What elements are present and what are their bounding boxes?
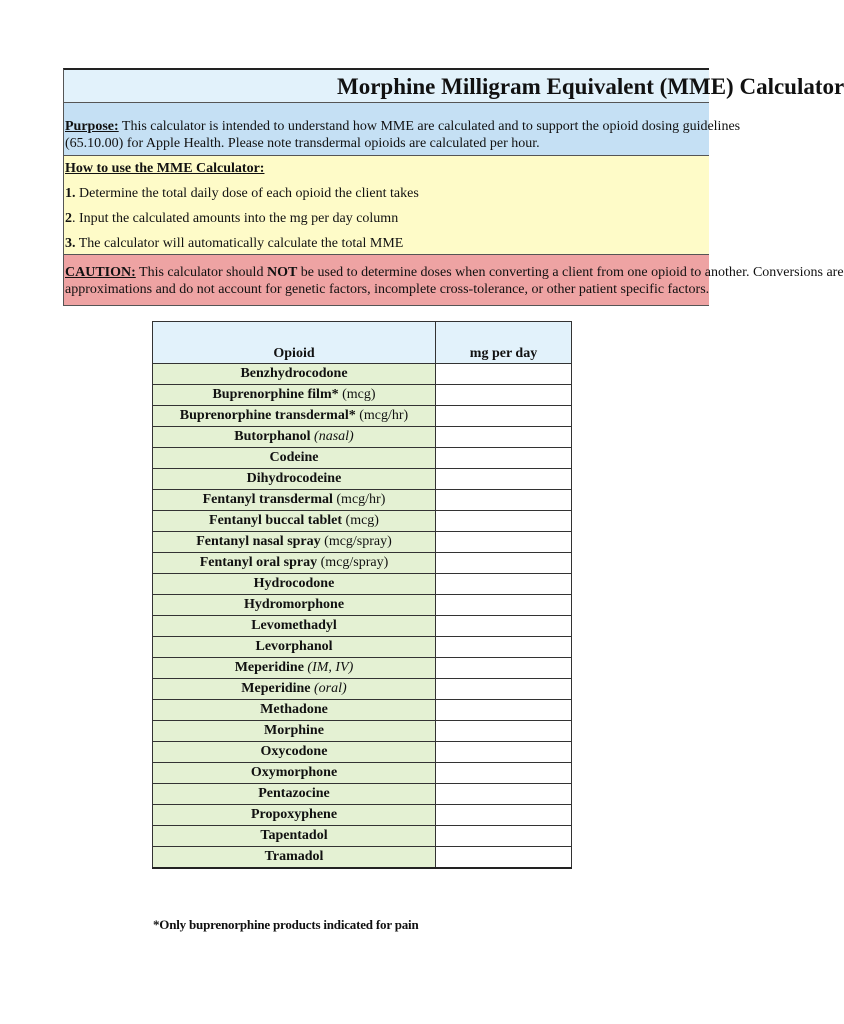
opioid-table-wrap bbox=[152, 321, 572, 869]
step-text: Determine the total daily dose of each opioid the client takes bbox=[75, 186, 419, 201]
mg-per-day-input-cell[interactable] bbox=[436, 427, 572, 448]
caution-line-2: approximations and do not account for genetic factors, incomplete cross-tolerance, or other patient specific factors. bbox=[65, 282, 710, 297]
opioid-name: Levomethadyl bbox=[251, 618, 337, 633]
opioid-name-cell bbox=[153, 406, 436, 427]
table-row bbox=[153, 490, 572, 511]
table-row bbox=[153, 637, 572, 658]
howto-heading: How to use the MME Calculator: bbox=[65, 161, 265, 176]
table-row bbox=[153, 742, 572, 763]
opioid-name: Buprenorphine film* bbox=[212, 387, 339, 402]
howto-section bbox=[64, 156, 709, 255]
howto-step-2 bbox=[65, 209, 575, 234]
table-row bbox=[153, 532, 572, 553]
mg-per-day-input-cell[interactable] bbox=[436, 553, 572, 574]
opioid-name-cell bbox=[153, 490, 436, 511]
opioid-name: Benzhydrocodone bbox=[240, 366, 348, 381]
footnote: *Only buprenorphine products indicated for pain bbox=[153, 917, 419, 932]
table-row bbox=[153, 763, 572, 784]
table-row bbox=[153, 721, 572, 742]
opioid-unit: (mcg/spray) bbox=[320, 534, 392, 549]
purpose-text-1: This calculator is intended to understand how MME are calculated and to support the opioid dosing guidelines bbox=[118, 119, 741, 134]
opioid-name-cell bbox=[153, 805, 436, 826]
opioid-name: Hydromorphone bbox=[243, 597, 345, 612]
opioid-name-cell bbox=[153, 553, 436, 574]
mg-per-day-input-cell[interactable] bbox=[436, 805, 572, 826]
mg-per-day-input-cell[interactable] bbox=[436, 616, 572, 637]
caution-text-a: This calculator should bbox=[135, 265, 267, 280]
caution-section bbox=[64, 255, 844, 306]
mg-per-day-input-cell[interactable] bbox=[436, 574, 572, 595]
mg-per-day-input-cell[interactable] bbox=[436, 406, 572, 427]
purpose-text-2: (65.10.00) for Apple Health. Please note transdermal opioids are calculated per hour. bbox=[65, 136, 540, 151]
step-number: 2 bbox=[65, 211, 72, 226]
opioid-unit: (mcg) bbox=[342, 513, 379, 528]
mg-per-day-input-cell[interactable] bbox=[436, 385, 572, 406]
opioid-name-cell bbox=[153, 469, 436, 490]
step-number: 3. bbox=[65, 236, 76, 251]
opioid-name: Fentanyl transdermal bbox=[202, 492, 333, 507]
opioid-name: Tramadol bbox=[264, 848, 324, 864]
opioid-name: Meperidine bbox=[234, 660, 304, 675]
opioid-name-cell bbox=[153, 511, 436, 532]
howto-step-1 bbox=[65, 184, 575, 209]
mg-per-day-input-cell[interactable] bbox=[436, 511, 572, 532]
opioid-name: Oxycodone bbox=[260, 744, 328, 759]
opioid-name-cell bbox=[153, 826, 436, 847]
info-header-block bbox=[63, 68, 844, 306]
opioid-name: Fentanyl buccal tablet bbox=[209, 513, 343, 528]
opioid-name: Propoxyphene bbox=[250, 807, 338, 822]
column-header-opioid: Opioid bbox=[153, 322, 436, 364]
opioid-name-cell bbox=[153, 595, 436, 616]
opioid-name-cell bbox=[153, 364, 436, 385]
page-title: Morphine Milligram Equivalent (MME) Calculator bbox=[337, 74, 844, 99]
caution-label: CAUTION: bbox=[65, 265, 136, 280]
opioid-name-cell bbox=[153, 679, 436, 700]
mg-per-day-input-cell[interactable] bbox=[436, 847, 572, 868]
mg-per-day-input-cell[interactable] bbox=[436, 364, 572, 385]
mg-per-day-input-cell[interactable] bbox=[436, 763, 572, 784]
mg-per-day-input-cell[interactable] bbox=[436, 700, 572, 721]
mg-per-day-input-cell[interactable] bbox=[436, 637, 572, 658]
opioid-name: Tapentadol bbox=[260, 828, 328, 843]
table-row bbox=[153, 385, 572, 406]
opioid-name-cell bbox=[153, 721, 436, 742]
table-row bbox=[153, 448, 572, 469]
column-header-mg-per-day: mg per day bbox=[436, 322, 572, 364]
opioid-name: Levorphanol bbox=[255, 639, 333, 654]
opioid-name-cell bbox=[153, 784, 436, 805]
table-row bbox=[153, 595, 572, 616]
opioid-name: Fentanyl oral spray bbox=[199, 555, 318, 570]
opioid-name-cell bbox=[153, 763, 436, 784]
opioid-name-cell bbox=[153, 427, 436, 448]
opioid-name-cell bbox=[153, 847, 436, 868]
table-row bbox=[153, 700, 572, 721]
table-row bbox=[153, 427, 572, 448]
table-row bbox=[153, 679, 572, 700]
opioid-name-cell bbox=[153, 385, 436, 406]
opioid-name: Oxymorphone bbox=[250, 765, 338, 780]
opioid-unit: (mcg/hr) bbox=[332, 492, 386, 507]
table-row bbox=[153, 784, 572, 805]
table-row bbox=[153, 574, 572, 595]
table-row bbox=[153, 826, 572, 847]
caution-text-b: be used to determine doses when converting a client from one opioid to another. Conversions are bbox=[297, 265, 844, 280]
table-row bbox=[153, 658, 572, 679]
table-row bbox=[153, 805, 572, 826]
table-row bbox=[153, 406, 572, 427]
table-header-row bbox=[153, 322, 572, 364]
opioid-rows bbox=[153, 364, 572, 868]
opioid-name-cell bbox=[153, 616, 436, 637]
step-text: The calculator will automatically calculate the total MME bbox=[75, 236, 404, 251]
opioid-name: Codeine bbox=[269, 450, 319, 465]
opioid-name-cell bbox=[153, 658, 436, 679]
purpose-line-1 bbox=[65, 118, 741, 135]
opioid-name: Dihydrocodeine bbox=[246, 471, 342, 486]
step-text: . Input the calculated amounts into the mg per day column bbox=[72, 211, 399, 226]
opioid-name: Methadone bbox=[260, 702, 328, 717]
table-row bbox=[153, 511, 572, 532]
mg-per-day-input-cell[interactable] bbox=[436, 826, 572, 847]
opioid-name: Pentazocine bbox=[258, 786, 330, 801]
mg-per-day-input-cell[interactable] bbox=[436, 469, 572, 490]
opioid-unit: (mcg/hr) bbox=[355, 408, 409, 423]
title-row bbox=[64, 70, 844, 103]
opioid-name: Morphine bbox=[264, 723, 324, 738]
mg-per-day-input-cell[interactable] bbox=[436, 595, 572, 616]
opioid-route: (oral) bbox=[310, 681, 347, 696]
opioid-name-cell bbox=[153, 742, 436, 763]
opioid-name: Meperidine bbox=[241, 681, 311, 696]
mg-per-day-input-cell[interactable] bbox=[436, 658, 572, 679]
caution-line-1 bbox=[65, 264, 844, 281]
mg-per-day-input-cell[interactable] bbox=[436, 784, 572, 805]
table-row bbox=[153, 469, 572, 490]
table-row bbox=[153, 847, 572, 868]
mg-per-day-input-cell[interactable] bbox=[436, 448, 572, 469]
opioid-name: Hydrocodone bbox=[253, 576, 335, 591]
opioid-name-cell bbox=[153, 532, 436, 553]
opioid-route: (IM, IV) bbox=[303, 660, 354, 675]
opioid-name: Buprenorphine transdermal* bbox=[179, 408, 356, 423]
mg-per-day-input-cell[interactable] bbox=[436, 490, 572, 511]
opioid-name-cell bbox=[153, 700, 436, 721]
opioid-table bbox=[152, 321, 572, 869]
opioid-name: Fentanyl nasal spray bbox=[196, 534, 321, 549]
purpose-section bbox=[64, 103, 741, 156]
opioid-unit: (mcg/spray) bbox=[317, 555, 389, 570]
opioid-name: Butorphanol bbox=[234, 429, 311, 444]
mg-per-day-input-cell[interactable] bbox=[436, 721, 572, 742]
opioid-name-cell bbox=[153, 448, 436, 469]
opioid-name-cell bbox=[153, 637, 436, 658]
caution-not: NOT bbox=[266, 265, 298, 280]
opioid-unit: (mcg) bbox=[338, 387, 376, 402]
step-number: 1. bbox=[65, 186, 76, 201]
purpose-label: Purpose: bbox=[65, 119, 119, 134]
opioid-name-cell bbox=[153, 574, 436, 595]
mg-per-day-input-cell[interactable] bbox=[436, 679, 572, 700]
mg-per-day-input-cell[interactable] bbox=[436, 742, 572, 763]
table-row bbox=[153, 364, 572, 385]
table-row bbox=[153, 553, 572, 574]
table-row bbox=[153, 616, 572, 637]
mg-per-day-input-cell[interactable] bbox=[436, 532, 572, 553]
opioid-route: (nasal) bbox=[310, 429, 354, 444]
